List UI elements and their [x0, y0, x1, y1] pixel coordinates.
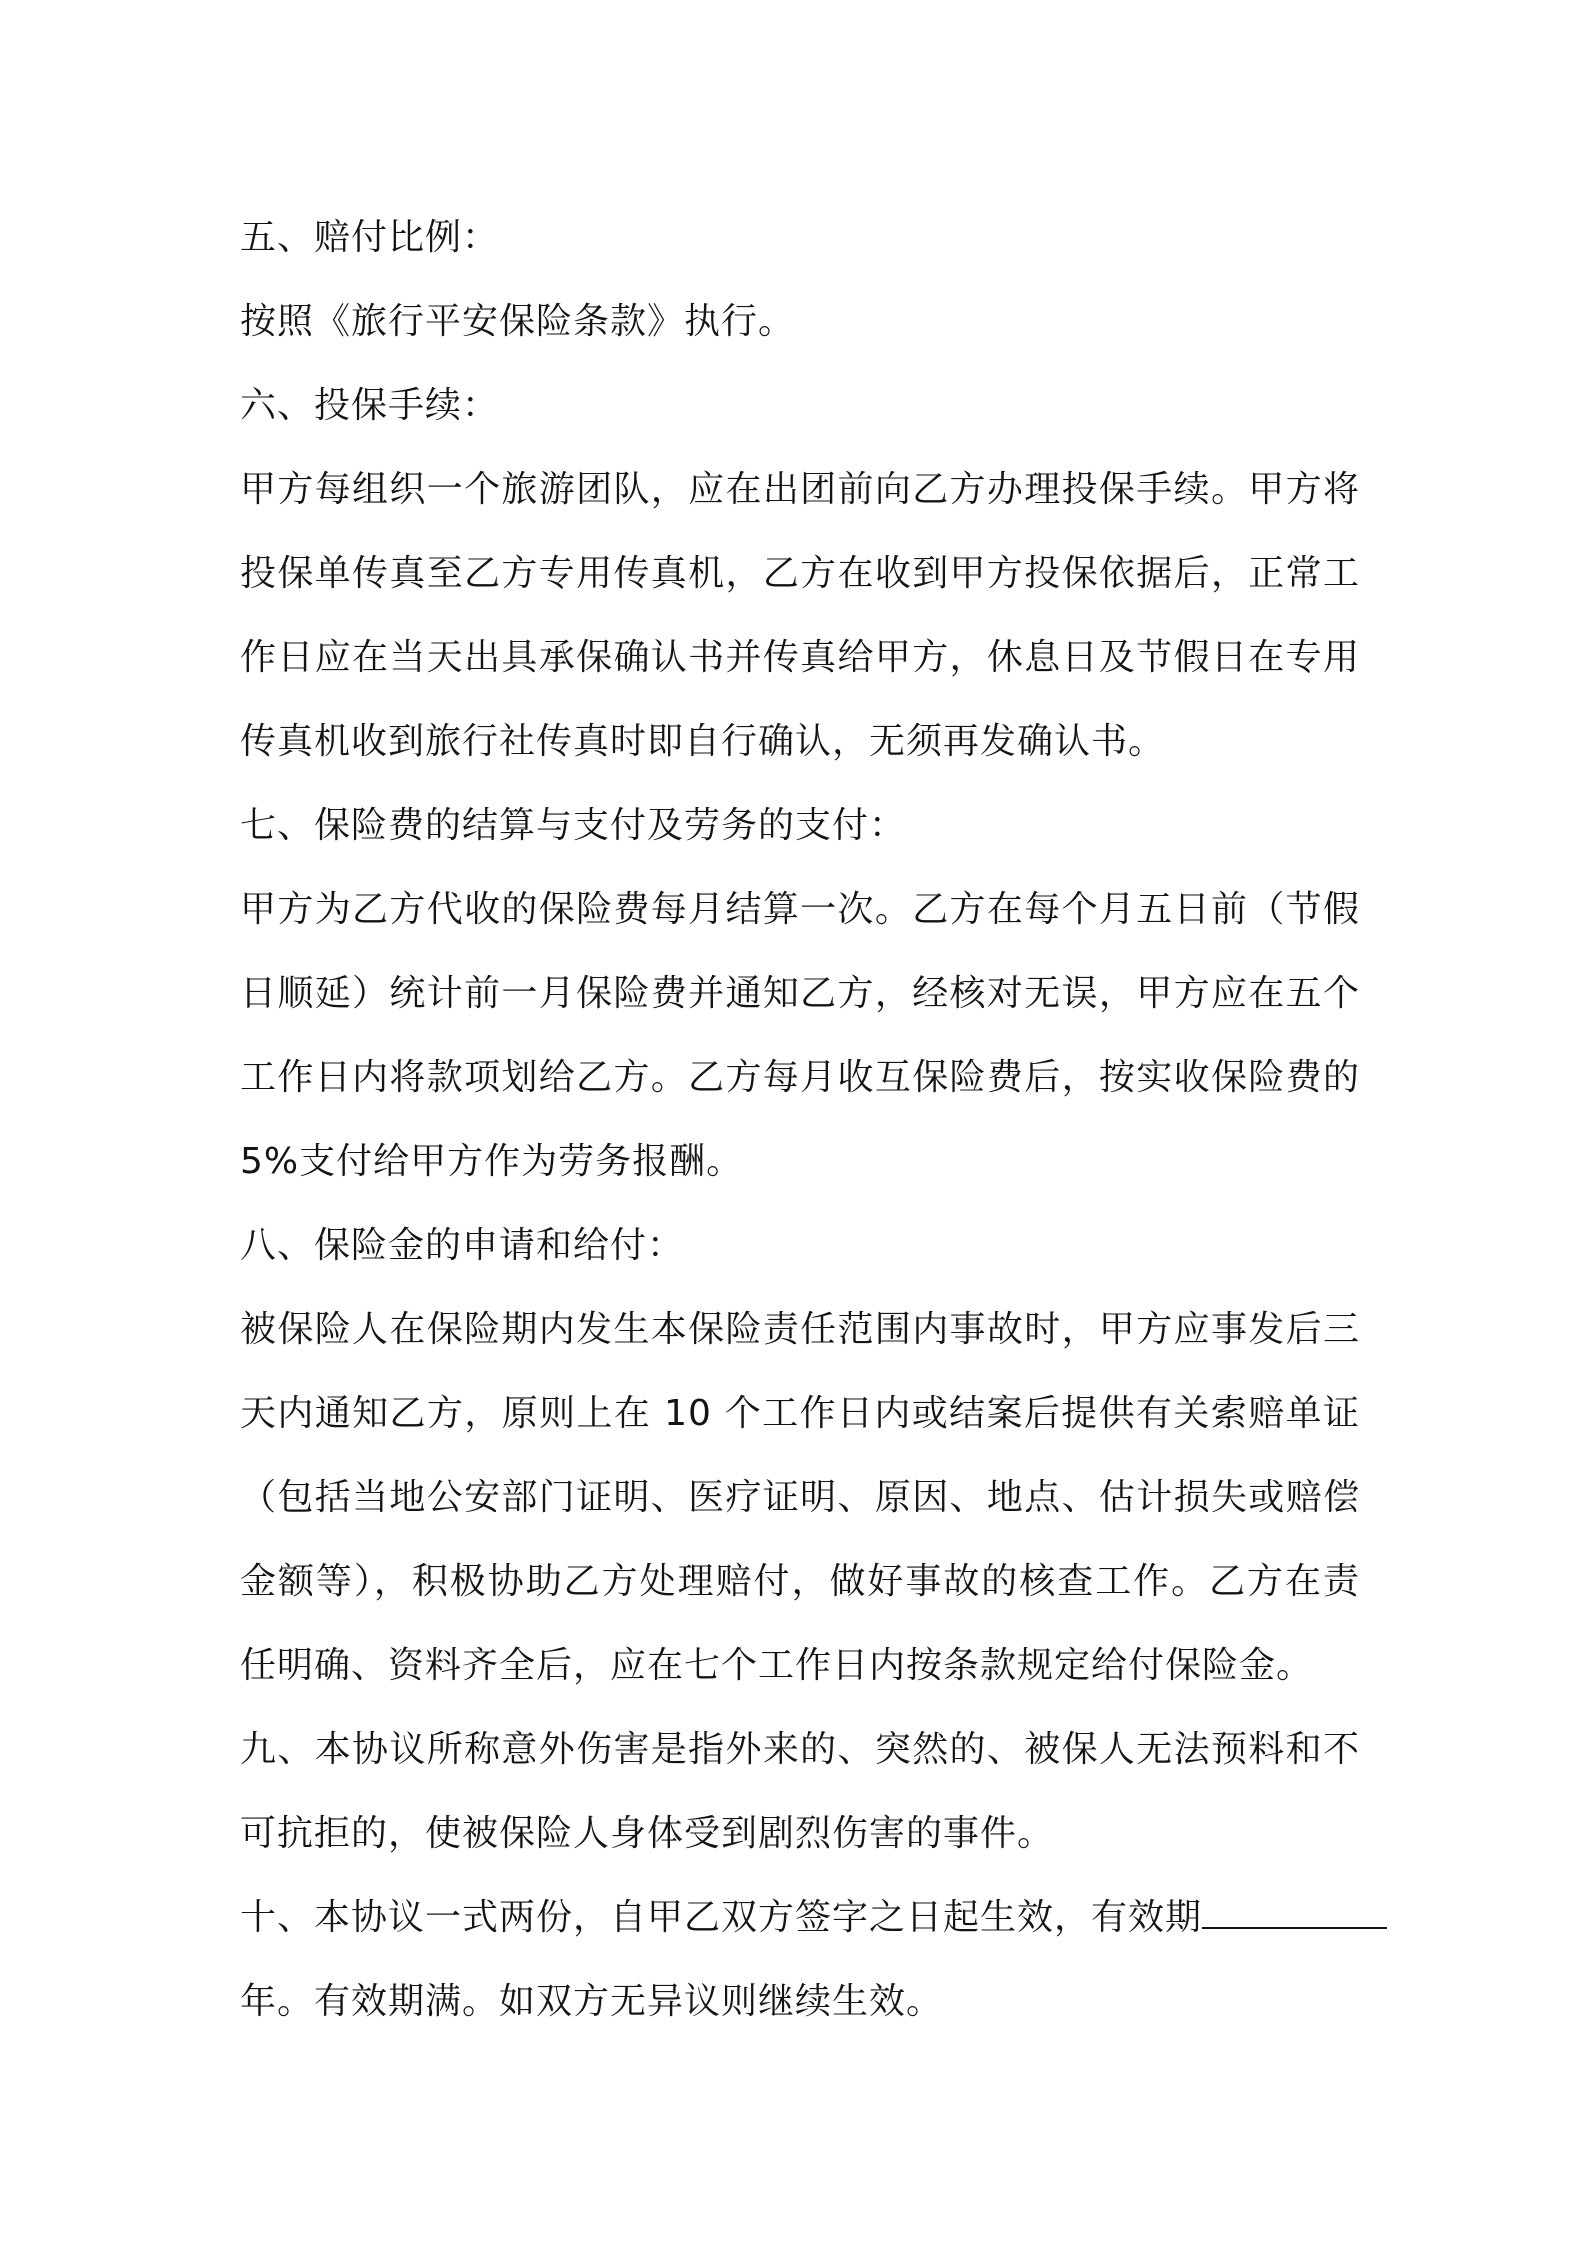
section-10-line-1	[240, 1876, 1360, 1960]
section-6-body-line: 传真机收到旅行社传真时即自行确认，无须再发确认书。	[240, 721, 1166, 762]
contract-text	[240, 196, 1360, 2044]
section-7-title: 七、保险费的结算与支付及劳务的支付：	[240, 805, 907, 846]
section-10-text: 十、本协议一式两份，自甲乙双方签字之日起生效，有效期	[240, 1897, 1203, 1938]
section-8-body-line: 天内通知乙方，原则上在 10 个工作日内或结案后提供有关索赔单证	[240, 1393, 1360, 1434]
section-5-title: 五、赔付比例：	[240, 217, 500, 258]
validity-period-blank	[1202, 1897, 1387, 1929]
section-8-body-line: 被保险人在保险期内发生本保险责任范围内事故时，甲方应事发后三	[240, 1309, 1360, 1350]
section-9-body-line: 可抗拒的，使被保险人身体受到剧烈伤害的事件。	[240, 1813, 1055, 1854]
section-7-body-line: 5%支付给甲方作为劳务报酬。	[240, 1141, 744, 1182]
section-6-body-line: 甲方每组织一个旅游团队，应在出团前向乙方办理投保手续。甲方将	[240, 469, 1360, 510]
section-5-body-line: 按照《旅行平安保险条款》执行。	[240, 301, 796, 342]
section-6-body-line: 投保单传真至乙方专用传真机，乙方在收到甲方投保依据后，正常工	[240, 553, 1360, 594]
section-7-body-line: 工作日内将款项划给乙方。乙方每月收互保险费后，按实收保险费的	[240, 1057, 1360, 1098]
section-10-line-2: 年。有效期满。如双方无异议则继续生效。	[240, 1981, 944, 2022]
section-8-body-line: 金额等），积极协助乙方处理赔付，做好事故的核查工作。乙方在责	[240, 1561, 1360, 1602]
section-9-body-line: 九、本协议所称意外伤害是指外来的、突然的、被保人无法预料和不	[240, 1729, 1360, 1770]
section-6-body-line: 作日应在当天出具承保确认书并传真给甲方，休息日及节假日在专用	[240, 637, 1360, 678]
section-8-body-line: （包括当地公安部门证明、医疗证明、原因、地点、估计损失或赔偿	[240, 1477, 1360, 1518]
section-8-body-line: 任明确、资料齐全后，应在七个工作日内按条款规定给付保险金。	[240, 1645, 1314, 1686]
section-8-title: 八、保险金的申请和给付：	[240, 1225, 685, 1266]
section-6-title: 六、投保手续：	[240, 385, 500, 426]
section-7-body-line: 日顺延）统计前一月保险费并通知乙方，经核对无误，甲方应在五个	[240, 973, 1360, 1014]
section-7-body-line: 甲方为乙方代收的保险费每月结算一次。乙方在每个月五日前（节假	[240, 889, 1360, 930]
